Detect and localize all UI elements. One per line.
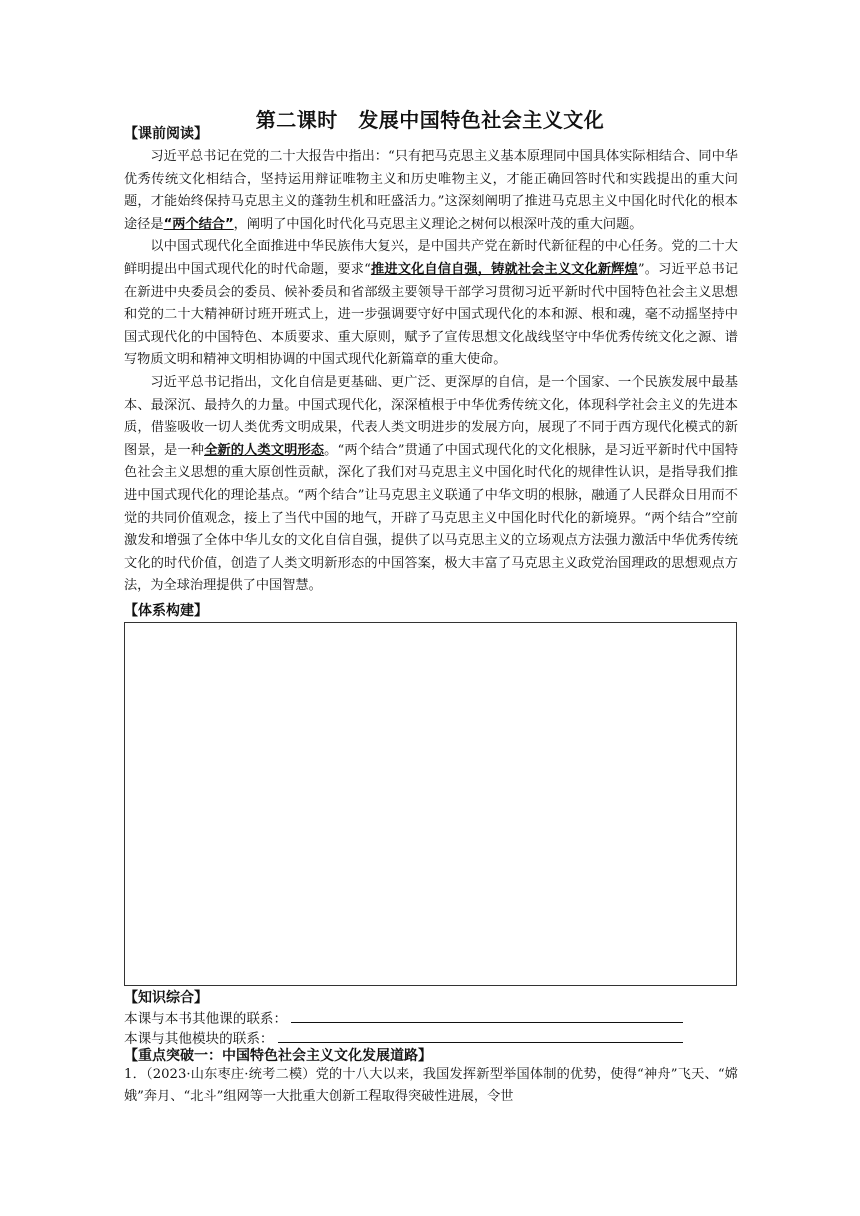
knowledge-line-1 [124,1008,683,1029]
question-1: 1．（2023·山东枣庄·统考二模）党的十八大以来，我国发挥新型举国体制的优势，使得“神舟”飞天、“嫦娥”奔月、“北斗”组网等一大批重大创新工程取得突破性进展，令世 [124,1067,738,1104]
system-construction-box[interactable] [124,622,737,986]
section-heading-knowledge: 【知识综合】 [124,990,208,1006]
reading-paragraph-3: 习近平总书记指出，文化自信是更基础、更广泛、更深厚的自信，是一个国家、一个民族发展中最基本、最深沉、最持久的力量。中国式现代化，深深植根于中华优秀传统文化，体现科学社会主义的先进本质，借鉴吸收一切人类优秀文明成果，代表人类文明进步的发展方向，展现了不同于西方现代化模式的新图景，是一种全新的人类文明形态。“两个结合”贯通了中国式现代化的文化根脉，是习近平新时代中国特色社会主义思想的重大原创性贡献，深化了我们对马克思主义中国化时代化的规律性认识，是指导我们推进中国式现代化的理论基点。“两个结合”让马克思主义联通了中华文明的根脉，融通了人民群众日用而不觉的共同价值观念，接上了当代中国的地气，开辟了马克思主义中国化时代化的新境界。“两个结合”空前激发和增强了全体中华儿女的文化自信自强，提供了以马克思主义的立场观点方法强力激活中华优秀传统文化的时代价值，创造了人类文明新形态的中国答案，极大丰富了马克思主义政党治国理政的思想观点方法，为全球治理提供了中国智慧。 [124,374,739,594]
answer-blank-1[interactable] [291,1008,683,1023]
page-title: 第二课时 发展中国特色社会主义文化 [255,108,605,132]
section-heading-reading: 【课前阅读】 [124,126,208,142]
answer-blank-2[interactable] [278,1028,683,1043]
section-heading-system: 【体系构建】 [124,603,208,619]
knowledge-line-2 [124,1028,683,1049]
key-term-two-combinations: “两个结合” [163,216,234,232]
knowledge-line-2-label: 本课与其他模块的联系： [124,1031,274,1047]
reading-paragraph-1: 习近平总书记在党的二十大报告中指出：“只有把马克思主义基本原理同中国具体实际相结合、同中华优秀传统文化相结合，坚持运用辩证唯物主义和历史唯物主义，才能正确回答时代和实践提出的重大问题，才能始终保持马克思主义的蓬勃生机和旺盛活力。”这深刻阐明了推进马克思主义中国化时代化的根本途径是“两个结合”，阐明了中国化时代化马克思主义理论之树何以根深叶茂的重大问题。 [124,149,738,232]
section-heading-focus: 【重点突破一：中国特色社会主义文化发展道路】 [124,1048,432,1064]
reading-paragraph-2: 以中国式现代化全面推进中华民族伟大复兴，是中国共产党在新时代新征程的中心任务。党的二十大鲜明提出中国式现代化的时代命题，要求“推进文化自信自强，铸就社会主义文化新辉煌”。习近平总书记在新进中央委员会的委员、候补委员和省部级主要领导干部学习贯彻习近平新时代中国特色社会主义思想和党的二十大精神研讨班开班式上，进一步强调要守好中国式现代化的本和源、根和魂，毫不动摇坚持中国式现代化的中国特色、本质要求、重大原则，赋予了宣传思想文化战线坚守中华优秀传统文化之源、谱写物质文明和精神文明相协调的中国式现代化新篇章的重大使命。 [124,239,739,368]
key-term-cultural-confidence: 推进文化自信自强，铸就社会主义文化新辉煌 [370,261,638,277]
knowledge-line-1-label: 本课与本书其他课的联系： [124,1011,288,1027]
key-term-new-civilization-form: 全新的人类文明形态 [204,442,325,458]
reading-text [124,146,738,598]
